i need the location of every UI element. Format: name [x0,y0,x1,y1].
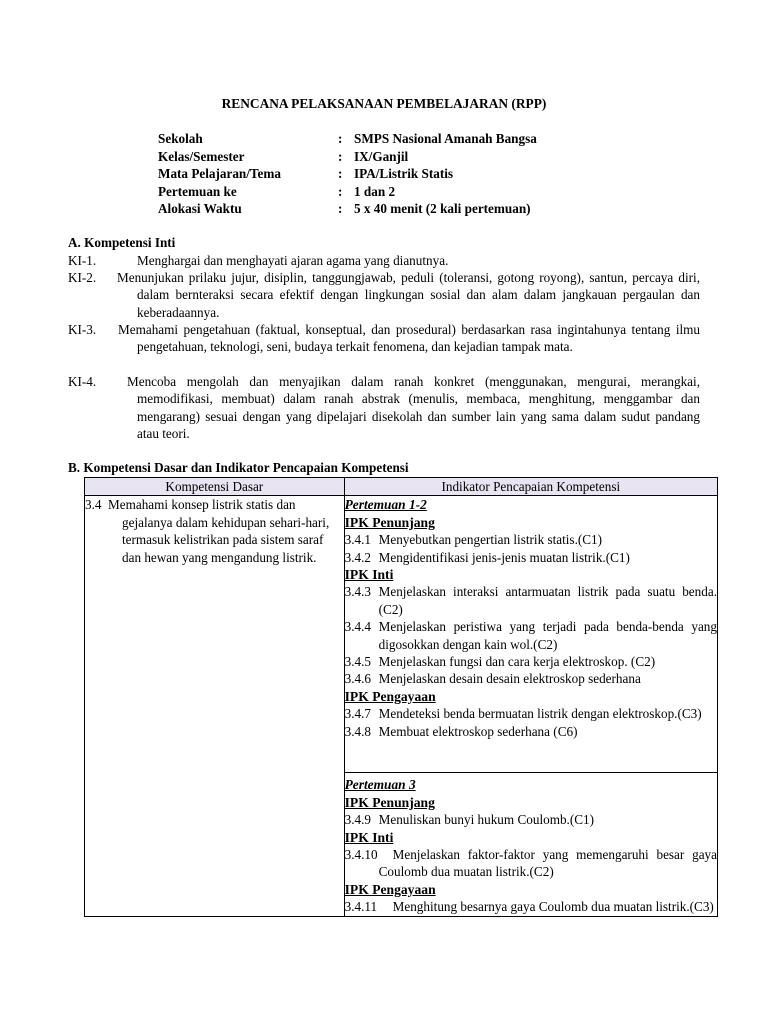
ki-number: KI-2. [68,270,97,285]
ki-2 [68,269,700,321]
indicator-text: Menjelaskan peristiwa yang terjadi pada benda-benda yang digosokkan dengan kain wol.(C2) [378,619,717,652]
indicator-item [345,618,717,653]
identity-row-subject [158,165,718,183]
table-row-meeting-1 [85,496,718,773]
indicator-code: 3.4.4 [344,619,371,635]
indicator-text: Menjelaskan interaksi antarmuatan listrik pada suatu benda.(C2) [378,584,717,617]
identity-row-meeting [158,183,718,201]
indicator-text: Mengidentifikasi jenis-jenis muatan listrik.(C1) [378,549,630,565]
indicator-item [345,653,717,670]
kd-code: 3.4 [85,497,102,513]
meeting-title: Pertemuan 3 [344,777,416,793]
ipk-inti-heading: IPK Inti [344,567,394,583]
indicator-item [345,549,717,566]
ki-text: Memahami pengetahuan (faktual, konseptual, dan prosedural) berdasarkan rasa ingintahunya tentang ilmu pengetahuan, teknologi, seni, budaya terkait fenomena, dan kejadian tampak mata. [118,322,700,355]
ipk-cell-meeting-1 [344,496,717,773]
ki-4 [68,373,700,443]
indicator-item [345,898,717,915]
indicator-code: 3.4.10 [344,847,378,863]
indicator-item [345,705,717,722]
identity-label: Kelas/Semester [158,148,245,164]
indicator-text: Menjelaskan faktor-faktor yang memengaruhi besar gaya Coulomb dua muatan listrik.(C2) [378,847,717,880]
indicator-item [345,531,717,548]
indicator-item [345,846,717,881]
ki-text: Menunjukan prilaku jujur, disiplin, tanggungjawab, peduli (toleransi, gotong royong), santun, percaya diri, dalam bernteraksi secara efektif dengan lingkungan sosial dan alam dalam jangkauan pergaulan dan keberadaannya. [117,270,700,320]
indicator-code: 3.4.2 [344,549,371,565]
ipk-cell-meeting-3 [344,773,717,916]
ki-text: Mencoba mengolah dan menyajikan dalam ranah konkret (menggunakan, mengurai, merangkai, memodifikasi, membuat) dalam ranah abstrak (menulis, membaca, menghitung, menggambar dan mengarang) sesuai dengan yang dipelajari disekolah dan sumber lain yang sama dalam sudut pandang atau teori. [127,374,700,442]
identity-colon: : [338,183,343,199]
identity-label: Pertemuan ke [158,183,237,199]
indicator-item [345,670,717,687]
identity-value: IPA/Listrik Statis [354,166,454,182]
identity-colon: : [338,131,343,146]
meeting-title: Pertemuan 1-2 [344,497,427,513]
identity-colon: : [338,201,343,217]
identity-value: 5 x 40 menit (2 kali pertemuan) [354,201,531,217]
ki-number: KI-1. [68,253,97,268]
indicator-code: 3.4.7 [344,706,371,722]
ipk-pengayaan-heading: IPK Pengayaan [344,688,436,704]
ipk-penunjang-heading: IPK Penunjang [344,794,435,810]
col-header-kd: Kompetensi Dasar [85,478,345,496]
document-title: RENCANA PELAKSANAAN PEMBELAJARAN (RPP) [221,96,547,111]
indicator-text: Menjelaskan desain desain elektroskop sederhana [378,671,641,687]
indicator-text: Menuliskan bunyi hukum Coulomb.(C1) [378,812,595,828]
section-b-heading: B. Kompetensi Dasar dan Indikator Pencapaian Kompetensi [68,460,409,475]
indicator-text: Mendeteksi benda bermuatan listrik dengan elektroskop.(C3) [378,706,702,722]
indicator-code: 3.4.5 [344,654,371,670]
indicator-item [345,723,717,740]
identity-value: IX/Ganjil [354,148,409,164]
indicator-code: 3.4.11 [344,899,378,915]
ki-number: KI-4. [68,374,97,389]
competency-table [84,477,718,917]
indicator-text: Menjelaskan fungsi dan cara kerja elektroskop. (C2) [378,654,656,670]
indicator-code: 3.4.9 [344,812,371,828]
kd-text: Memahami konsep listrik statis dan gejalanya dalam kehidupan sehari-hari, termasuk kelistrikan pada sistem saraf dan hewan yang mengandung listrik. [108,497,330,565]
indicator-item [345,583,717,618]
indicator-text: Menghitung besarnya gaya Coulomb dua muatan listrik.(C3) [392,899,714,915]
indicator-item [345,811,717,828]
ki-number: KI-3. [68,322,97,337]
ipk-penunjang-heading: IPK Penunjang [344,514,435,530]
ki-1 [68,252,700,269]
identity-value: 1 dan 2 [354,183,396,199]
identity-colon: : [338,166,343,182]
identity-label: Mata Pelajaran/Tema [158,166,281,182]
identity-value: SMPS Nasional Amanah Bangsa [354,131,537,146]
identity-label: Alokasi Waktu [158,201,242,217]
kd-item [85,496,344,566]
col-header-ipk: Indikator Pencapaian Kompetensi [344,478,717,496]
indicator-text: Membuat elektroskop sederhana (C6) [378,723,578,739]
identity-row-class [158,148,718,166]
identity-row-time [158,200,718,218]
indicator-code: 3.4.3 [344,584,371,600]
ipk-inti-heading: IPK Inti [344,829,394,845]
indicator-code: 3.4.1 [344,532,371,548]
indicator-text: Menyebutkan pengertian listrik statis.(C1) [378,532,603,548]
identity-block [158,130,718,218]
ipk-pengayaan-heading: IPK Pengayaan [344,881,436,897]
kd-cell [85,496,345,916]
table-header-row [85,478,718,496]
indicator-code: 3.4.8 [344,723,371,739]
indicator-code: 3.4.6 [344,671,371,687]
ki-3 [68,321,700,356]
identity-row-school [158,130,718,148]
identity-label: Sekolah [158,131,203,146]
section-a-heading: A. Kompetensi Inti [68,235,176,250]
ki-text: Menghargai dan menghayati ajaran agama yang dianutnya. [137,253,449,268]
identity-colon: : [338,148,343,164]
